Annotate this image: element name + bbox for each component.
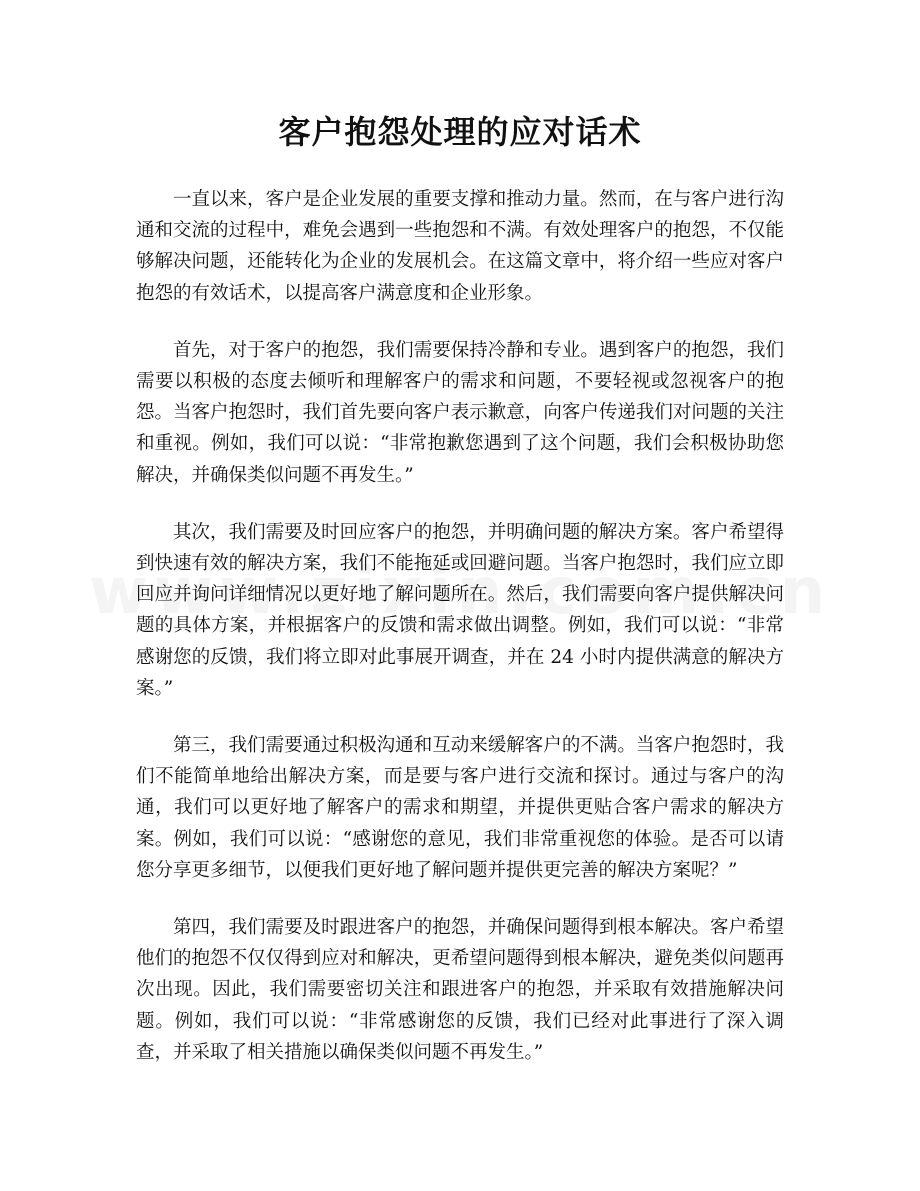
paragraph-third: 第三，我们需要通过积极沟通和互动来缓解客户的不满。当客户抱怨时，我们不能简单地给出解决方案，而是要与客户进行交流和探讨。通过与客户的沟通，我们可以更好地了解客户的需求和期望，并提供更贴合客户需求的解决方案。例如，我们可以说：“感谢您的意见，我们非常重视您的体验。是否可以请您分享更多细节，以便我们更好地了解问题并提供更完善的解决方案呢？”	[136, 735, 784, 881]
paragraph-intro: 一直以来，客户是企业发展的重要支撑和推动力量。然而，在与客户进行沟通和交流的过程中，难免会遇到一些抱怨和不满。有效处理客户的抱怨，不仅能够解决问题，还能转化为企业的发展机会。在这篇文章中，将介绍一些应对客户抱怨的有效话术，以提高客户满意度和企业形象。	[136, 189, 784, 304]
document-body	[136, 184, 784, 1094]
paragraph-first: 首先，对于客户的抱怨，我们需要保持冷静和专业。遇到客户的抱怨，我们需要以积极的态度去倾听和理解客户的需求和问题，不要轻视或忽视客户的抱怨。当客户抱怨时，我们首先要向客户表示歉意，向客户传递我们对问题的关注和重视。例如，我们可以说：“非常抱歉您遇到了这个问题，我们会积极协助您解决，并确保类似问题不再发生。”	[136, 339, 784, 486]
document-title: 客户抱怨处理的应对话术	[278, 113, 642, 151]
paragraph-fourth: 第四，我们需要及时跟进客户的抱怨，并确保问题得到根本解决。客户希望他们的抱怨不仅仅得到应对和解决，更希望问题得到根本解决，避免类似问题再次出现。因此，我们需要密切关注和跟进客户的抱怨，并采取有效措施解决问题。例如，我们可以说：“非常感谢您的反馈，我们已经对此事进行了深入调查，并采取了相关措施以确保类似问题不再发生。”	[136, 917, 784, 1063]
paragraph-second: 其次，我们需要及时回应客户的抱怨，并明确问题的解决方案。客户希望得到快速有效的解决方案，我们不能拖延或回避问题。当客户抱怨时，我们应立即回应并询问详细情况以更好地了解问题所在。然后，我们需要向客户提供解决问题的具体方案，并根据客户的反馈和需求做出调整。例如，我们可以说：“非常感谢您的反馈，我们将立即对此事展开调查，并在 24 小时内提供满意的解决方案。”	[136, 521, 784, 699]
